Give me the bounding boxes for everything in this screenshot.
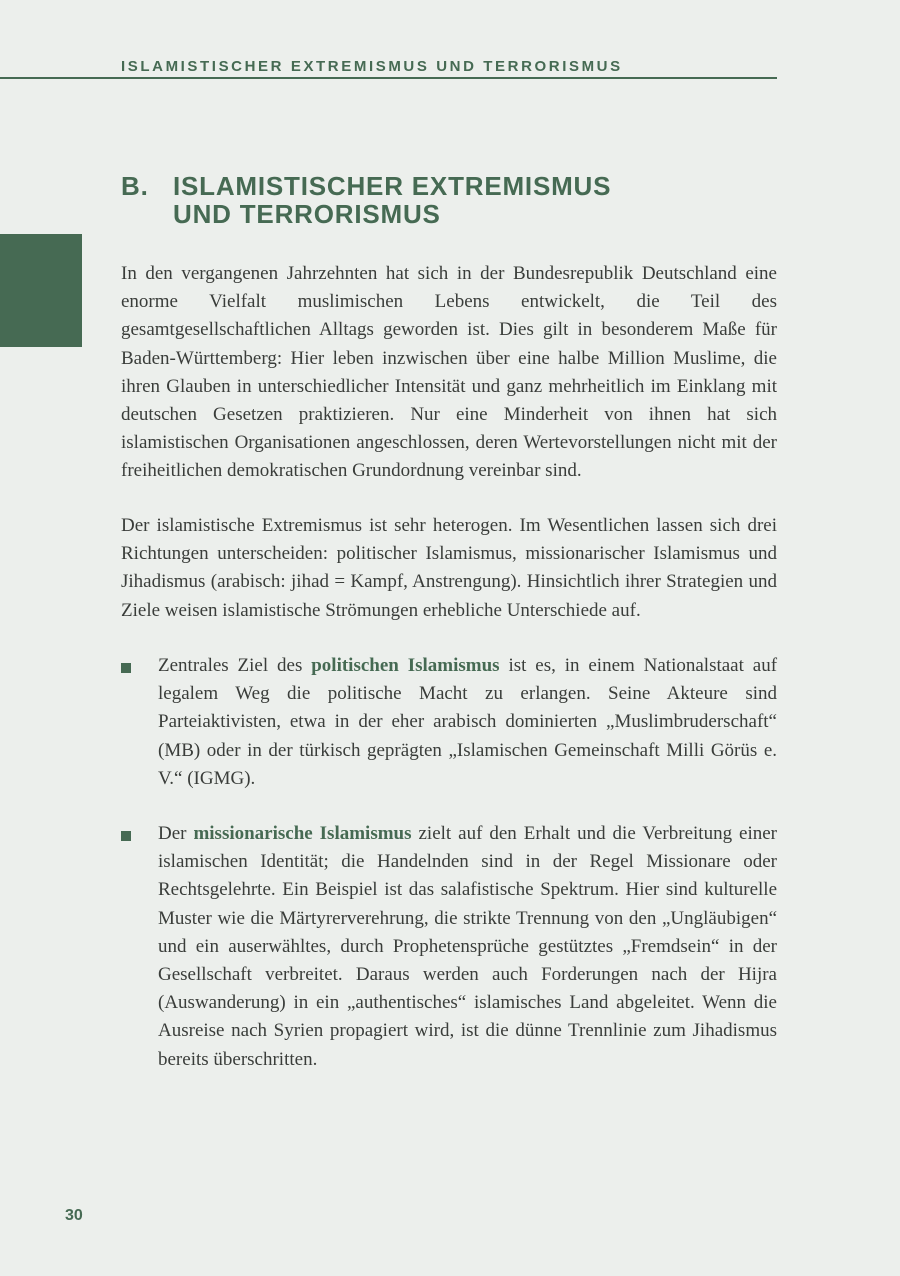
bullet-square-icon: [121, 663, 131, 673]
bullet-text-rest: zielt auf den Erhalt und die Verbreitung einer islamischen Identität; die Handelnden sind in der Regel Missionare oder Rechtsgelehrte. Ein Beispiel ist das salafistische Spektrum. Hier sind kulturelle Muster wie die Märtyrerverehrung, die strikte Trennung von den „Ungläubigen“ und ein auserwähltes, durch Prophetensprüche gestütztes „Fremdsein“ in der Gesellschaft verbreitet. Daraus werden auch Forderungen nach der Hijra (Auswanderung) in ein „authentisches“ islamisches Land abgeleitet. Wenn die Ausreise nach Syrien propagiert wird, ist die dünne Trennlinie zum Jihadismus bereits überschritten.: [158, 823, 777, 1070]
bullet-text-lead: Zentrales Ziel des: [158, 655, 312, 676]
bullet-text: [158, 652, 777, 793]
directions-paragraph: Der islamistische Extremismus ist sehr heterogen. Im Wesentlichen lassen sich drei Richtungen unterscheiden: politischer Islamismus, missionarischer Islamismus und Jihadismus (arabisch: jihad = Kampf, Anstrengung). Hinsichtlich ihrer Strategien und Ziele weisen islamistische Strömungen erhebliche Unterschiede auf.: [121, 515, 777, 621]
bullet-highlight-term: missionarische Islamismus: [193, 823, 412, 844]
bullet-text-rest: ist es, in einem Nationalstaat auf legalem Weg die politische Macht zu erlangen. Seine Akteure sind Parteiaktivisten, etwa in der eher arabisch dominierten „Muslimbruderschaft“ (MB) oder in der türkisch geprägten „Islamischen Gemeinschaft Milli Görüs e. V.“ (IGMG).: [158, 655, 778, 789]
bullet-political-islamism: [121, 652, 777, 793]
section-title-line1: ISLAMISTISCHER EXTREMISMUS: [173, 171, 612, 201]
chapter-tab-marker: [0, 234, 82, 347]
bullet-text: [158, 820, 777, 1074]
bullet-square-icon: [121, 831, 131, 841]
intro-paragraph: In den vergangenen Jahrzehnten hat sich in der Bundesrepublik Deutschland eine enorme Vielfalt muslimischen Lebens entwickelt, die Teil des gesamtgesellschaftlichen Alltags geworden ist. Dies gilt in besonderem Maße für Baden-Württemberg: Hier leben inzwischen über eine halbe Million Muslime, die ihren Glauben in unterschiedlicher Intensität und ganz mehrheitlich im Einklang mit deutschen Gesetzen praktizieren. Nur eine Minderheit von ihnen hat sich islamistischen Organisationen angeschlossen, deren Wertevorstellungen nicht mit der freiheitlichen demokratischen Grundordnung vereinbar sind.: [121, 263, 777, 482]
running-header: ISLAMISTISCHER EXTREMISMUS UND TERRORISMUS: [121, 58, 623, 75]
header-divider: [0, 77, 777, 79]
bullet-text-lead: Der: [158, 823, 194, 844]
section-title-line2: UND TERRORISMUS: [173, 199, 441, 229]
page-number: 30: [65, 1207, 83, 1224]
bullet-missionary-islamism: [121, 820, 777, 1074]
section-number: B.: [121, 171, 149, 201]
section-title: [121, 172, 611, 228]
bullet-highlight-term: politischen Islamismus: [311, 655, 500, 676]
